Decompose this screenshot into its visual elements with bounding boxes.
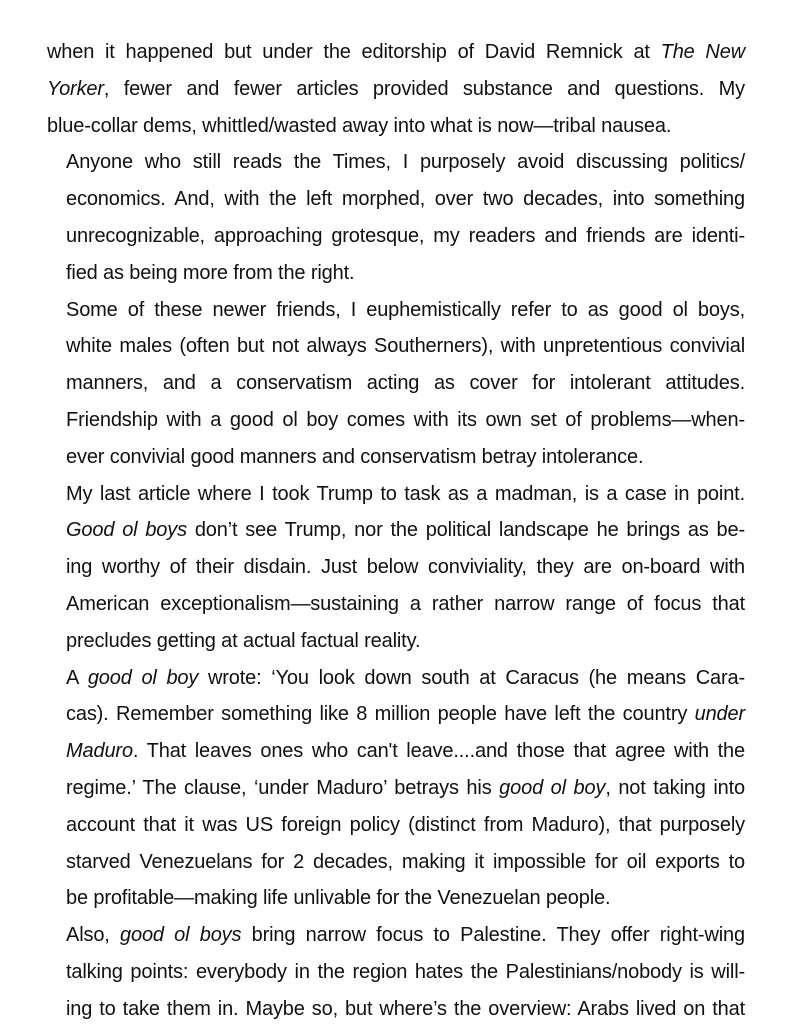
paragraph <box>47 292 745 476</box>
text-line <box>47 402 745 439</box>
text-line <box>47 586 745 623</box>
text-run: ever convivial good manners and conservatism betray intolerance. <box>66 445 644 468</box>
italic-text: Good ol boys <box>66 519 187 542</box>
text-line <box>47 34 745 71</box>
text-line <box>47 476 745 513</box>
text-run: wrote: ‘You look down south at Caracus (he means Cara- <box>198 666 745 689</box>
paragraph <box>47 34 745 144</box>
text-run: Also, <box>66 924 120 947</box>
text-line <box>47 770 745 807</box>
text-run: don’t see Trump, nor the political landscape he brings as be- <box>186 519 745 542</box>
text-run: talking points: everybody in the region hates the Palestinians/nobody is will- <box>66 960 745 983</box>
text-line <box>47 181 745 218</box>
text-run: My last article where I took Trump to task as a madman, is a case in point. <box>66 482 745 505</box>
paragraph <box>47 144 745 291</box>
text-run: precludes getting at actual factual reality. <box>66 629 421 652</box>
text-line <box>47 991 745 1028</box>
text-line <box>47 733 745 770</box>
text-line <box>47 144 745 181</box>
text-line <box>47 696 745 733</box>
text-line <box>47 844 745 881</box>
text-run: bring narrow focus to Palestine. They offer right-wing <box>241 924 745 947</box>
text-line <box>47 660 745 697</box>
text-run: Anyone who still reads the Times, I purposely avoid discussing politics/ <box>66 151 745 174</box>
text-run: . That leaves ones who can't leave....and those that agree with the <box>132 740 745 763</box>
text-run: American exceptionalism—sustaining a rather narrow range of focus that <box>66 592 745 615</box>
text-run: ing to take them in. Maybe so, but where’s the overview: Arabs lived on that <box>66 997 745 1020</box>
text-run: economics. And, with the left morphed, over two decades, into something <box>66 188 745 211</box>
text-line <box>47 917 745 954</box>
text-line <box>47 292 745 329</box>
text-run: Some of these newer friends, I euphemistically refer to as good ol boys, <box>66 298 745 321</box>
text-run: fied as being more from the right. <box>66 261 355 284</box>
text-run: be profitable—making life unlivable for the Venezuelan people. <box>66 887 611 910</box>
italic-text: Yorker <box>47 77 104 100</box>
text-run: ing worthy of their disdain. Just below conviviality, they are on-board with <box>66 556 745 579</box>
text-line <box>47 328 745 365</box>
italic-text: under <box>694 703 745 726</box>
text-line <box>47 954 745 991</box>
text-line <box>47 255 745 292</box>
text-run: regime.’ The clause, ‘under Maduro’ betrays his <box>66 776 500 799</box>
text-line <box>47 623 745 660</box>
text-line <box>47 439 745 476</box>
text-run: Friendship with a good ol boy comes with its own set of problems—when- <box>66 408 745 431</box>
text-run: when it happened but under the editorship of David Remnick at <box>47 41 661 63</box>
text-run: account that it was US foreign policy (distinct from Maduro), that purposely <box>66 813 745 836</box>
text-line <box>47 365 745 402</box>
text-run: unrecognizable, approaching grotesque, my readers and friends are identi- <box>66 224 745 247</box>
text-run: , not taking into <box>605 776 745 799</box>
paragraph <box>47 476 745 660</box>
paragraph <box>47 660 745 918</box>
italic-text: good ol boys <box>120 924 242 947</box>
text-line <box>47 549 745 586</box>
italic-text: good ol boy <box>87 666 199 689</box>
text-line <box>47 512 745 549</box>
text-line <box>47 71 745 108</box>
text-run: blue-collar dems, whittled/wasted away into what is now—tribal nausea. <box>47 114 672 137</box>
text-line <box>47 218 745 255</box>
italic-text: The New <box>660 41 745 63</box>
text-run: A <box>66 666 88 689</box>
paragraph <box>47 917 745 1027</box>
text-run: cas). Remember something like 8 million people have left the country <box>66 703 695 726</box>
text-run: white males (often but not always Southerners), with unpretentious convivial <box>66 335 745 358</box>
text-run: manners, and a conservatism acting as cover for intolerant attitudes. <box>66 372 745 395</box>
text-run: starved Venezuelans for 2 decades, making it impossible for oil exports to <box>66 850 745 873</box>
text-line <box>47 880 745 917</box>
text-line <box>47 807 745 844</box>
text-line <box>47 108 745 145</box>
text-run: , fewer and fewer articles provided substance and questions. My <box>103 77 745 100</box>
italic-text: good ol boy <box>499 776 606 799</box>
italic-text: Maduro <box>66 740 133 763</box>
